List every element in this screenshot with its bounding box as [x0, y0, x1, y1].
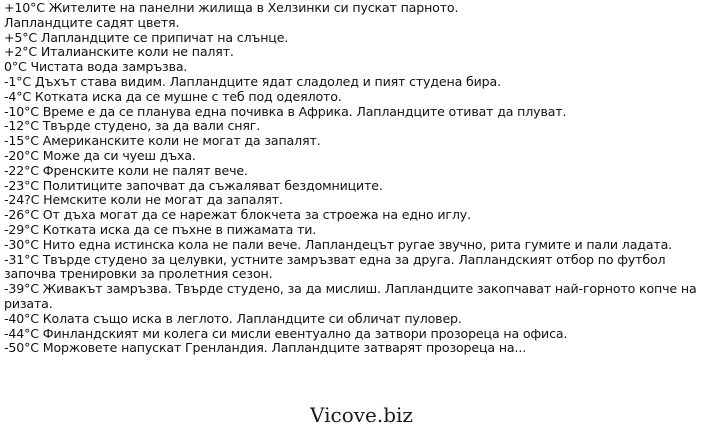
- joke-text: [4, 1, 716, 356]
- joke-line: -39°C Живакът замръзва. Твърде студено, за да мислиш. Лапландците закопчават най-горното копче на ризата.: [4, 281, 697, 311]
- joke-line: -44°C Финландският ми колега си мисли евентуално да затвори прозореца на офиса.: [4, 325, 568, 341]
- joke-line: -31°C Твърде студено за целувки, устните замръзват една за друга. Лапландският отбор по футбол започва тренировки за пролетния сезон.: [4, 251, 666, 282]
- joke-line: -1°C Дъхът става видим. Лапландците ядат сладолед и пият студена бира.: [4, 73, 501, 89]
- joke-line: -12°C Твърде студено, за да вали сняг.: [4, 118, 261, 134]
- joke-line: -26°C От дъха могат да се нарежат блокчета за строежа на едно иглу.: [4, 207, 471, 223]
- joke-line: -4°C Котката иска да се мушне с теб под одеялото.: [4, 88, 342, 104]
- joke-line: -15°C Американските коли не могат да запалят.: [4, 133, 321, 149]
- joke-line: Лапландците садят цветя.: [4, 14, 180, 30]
- joke-line: +10°C Жителите на панелни жилища в Хелзинки си пускат парното.: [4, 0, 459, 15]
- joke-line: -22°C Френските коли не палят вече.: [4, 162, 248, 178]
- site-watermark: Vicove.biz: [310, 403, 413, 427]
- joke-line: -24?C Немските коли не могат да запалят.: [4, 192, 283, 208]
- joke-line: -20°C Може да си чуеш дъха.: [4, 147, 196, 163]
- joke-line: -29°C Котката иска да се пъхне в пижамата ти.: [4, 221, 317, 237]
- joke-line: -30°C Нито една истинска кола не пали вече. Лапландецът ругае звучно, рита гумите и пали ладата.: [4, 236, 672, 252]
- joke-line: +2°C Италианските коли не палят.: [4, 44, 234, 60]
- joke-line: -10°C Време е да се планува една почивка в Африка. Лапландците отиват да плуват.: [4, 103, 567, 119]
- joke-line: +5°C Лапландците се припичат на слънце.: [4, 29, 289, 45]
- joke-line: -40°C Колата също иска в леглото. Лапландците си обличат пуловер.: [4, 310, 462, 326]
- joke-line: 0°C Чистата вода замръзва.: [4, 59, 188, 75]
- joke-line: -50°C Моржовете напускат Гренландия. Лапландците затварят прозореца на...: [4, 340, 527, 356]
- joke-line: -23°C Политиците започват да съжаляват бездомниците.: [4, 177, 383, 193]
